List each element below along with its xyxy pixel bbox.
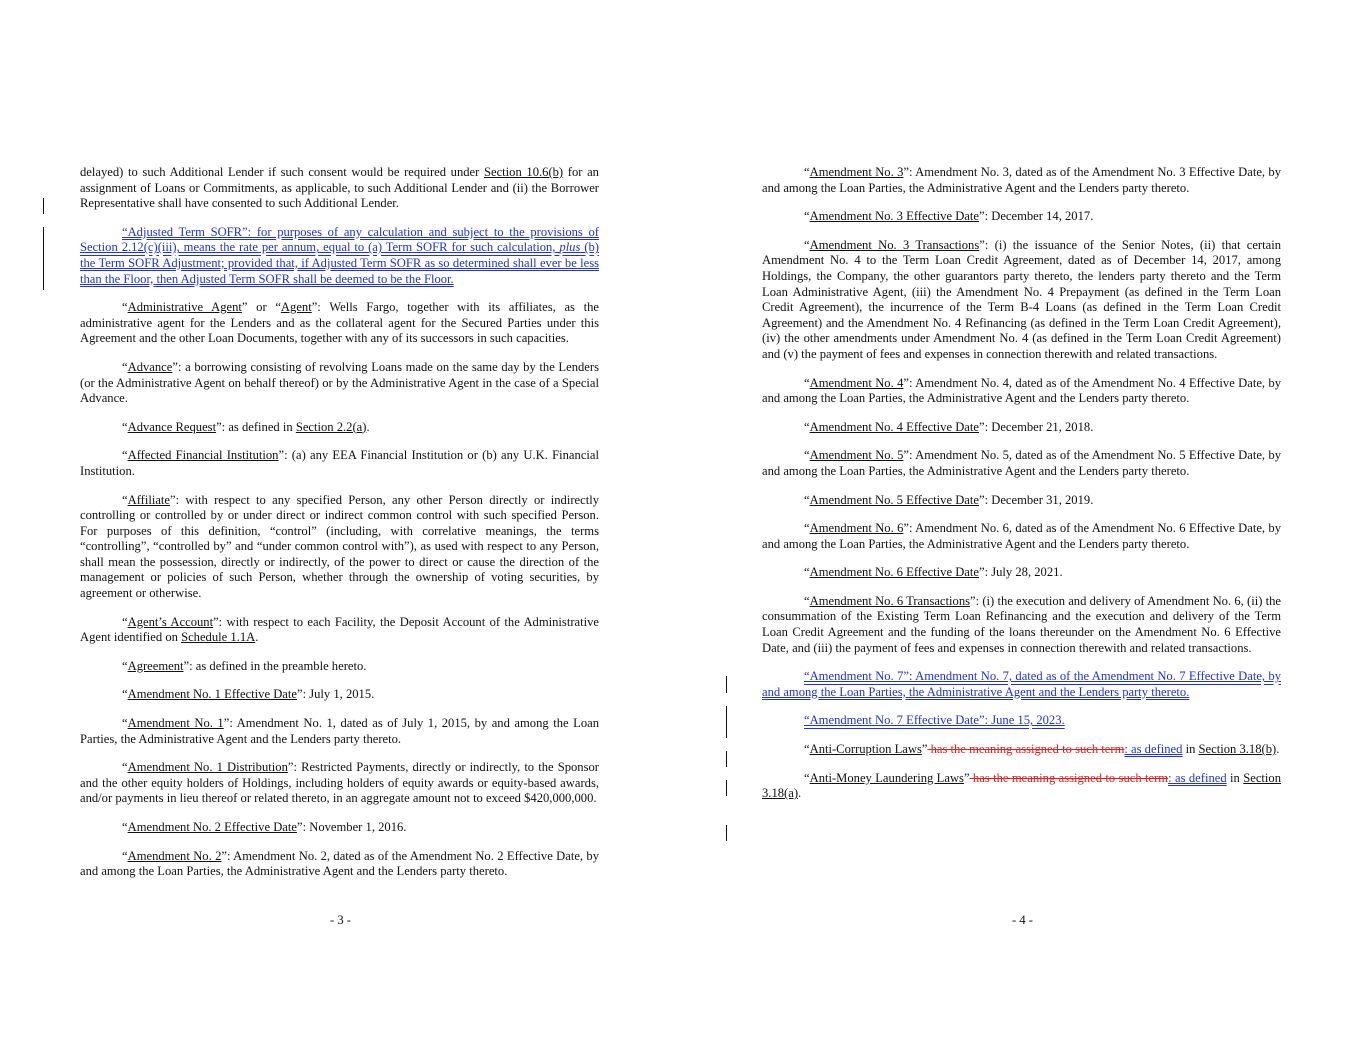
definition-amendment-6-transactions: “Amendment No. 6 Transactions”: (i) the execution and delivery of Amendment No. 6, (ii) the consummation of the Existing Term Loan Refinancing and the execution and delivery of the Term Loan Credit Agreement and the funding of the loans thereunder on the Amendment No. 6 Effective Date, and (iii) the payment of fees and expenses in connection therewith and related transactions. [762, 593, 1282, 655]
definition-anti-money-laundering-laws: “Anti-Money Laundering Laws” has the meaning assigned to such term: as defined in Section 3.18(a). [762, 770, 1281, 801]
defined-term: Advance [127, 359, 173, 374]
page-number-left: - 3 - [330, 913, 351, 927]
definition-amendment-6: “Amendment No. 6”: Amendment No. 6, dated as of the Amendment No. 6 Effective Date, by and among the Loan Parties, the Administrative Agent and the Lenders party thereto. [762, 521, 1281, 551]
definition-agreement: “Agreement”: as defined in the preamble hereto. [122, 658, 367, 673]
change-bar [726, 676, 727, 693]
defined-term: Amendment No. 1 Distribution [127, 760, 288, 775]
section-reference: Section 3.18(a) [762, 770, 1281, 801]
schedule-reference: Schedule 1.1A [181, 630, 256, 645]
inserted-text: : as defined [1168, 770, 1227, 785]
defined-term: Agent [280, 300, 312, 315]
defined-term: Amendment No. 2 [127, 848, 222, 863]
definition-amendment-1-effective-date: “Amendment No. 1 Effective Date”: July 1, 2015. [122, 687, 375, 702]
defined-term: Amendment No. 3 Transactions [809, 237, 980, 252]
definition-amendment-6-effective-date: “Amendment No. 6 Effective Date”: July 28, 2021. [804, 565, 1063, 580]
definition-amendment-3: “Amendment No. 3”: Amendment No. 3, dated as of the Amendment No. 3 Effective Date, by and among the Loan Parties, the Administrative Agent and the Lenders party thereto. [762, 165, 1281, 195]
defined-term: Amendment No. 3 [809, 165, 904, 179]
definition-advance-request: “Advance Request”: as defined in Section 2.2(a). [122, 419, 370, 434]
definition-amendment-3-transactions: “Amendment No. 3 Transactions”: (i) the issuance of the Senior Notes, (ii) that certain Amendment No. 4 to the Term Loan Credit Agreement, dated as of December 14, 2017, among Holdings, the Company, the other guarantors party thereto, the lenders party thereto and the Term Loan Administrative Agent, (iii) the Amendment No. 4 Prepayment (as defined in the Term Loan Credit Agreement), the incurrence of the Term B-4 Loans (as defined in the Term Loan Credit Agreement) and the Amendment No. 4 Refinancing (as defined in the Term Loan Credit Agreement), (iv) the other amendments under Amendment No. 4 (as defined in the Term Loan Credit Agreement) and (v) the payment of fees and expenses in connection therewith and related transactions. [762, 237, 1282, 361]
definition-amendment-1-distribution: “Amendment No. 1 Distribution”: Restricted Payments, directly or indirectly, to the Sponsor and the other equity holders of Holdings, including holders of equity awards or equity-based awards, and/or payments in lieu thereof or related thereto, in an aggregate amount not to exceed $420,000,000. [80, 760, 599, 806]
change-bar [43, 227, 44, 290]
definition-amendment-4: “Amendment No. 4”: Amendment No. 4, dated as of the Amendment No. 4 Effective Date, by and among the Loan Parties, the Administrative Agent and the Lenders party thereto. [762, 375, 1281, 406]
continuation-paragraph: delayed) to such Additional Lender if such consent would be required under Section 10.6(b) for an assignment of Loans or Commitments, as applicable, to such Additional Lender and (ii) the Borrower Representative shall have consented to such Additional Lender. [80, 165, 599, 211]
definition-affiliate: “Affiliate”: with respect to any specified Person, any other Person directly or indirectly controlling or controlled by or under direct or indirect common control with such specified Person. For purposes of this definition, “control” (including, with correlative meanings, the terms “controlling”, “controlled by” and “under common control with”), as used with respect to any Person, shall mean the possession, directly or indirectly, of the power to direct or cause the direction of the management or policies of such Person, whether through the ownership of voting securities, by agreement or otherwise. [80, 492, 599, 601]
definition-amendment-5: “Amendment No. 5”: Amendment No. 5, dated as of the Amendment No. 5 Effective Date, by and among the Loan Parties, the Administrative Agent and the Lenders party thereto. [762, 448, 1281, 478]
defined-term: Anti-Money Laundering Laws [809, 770, 964, 785]
defined-term: Amendment No. 4 Effective Date [809, 419, 979, 434]
defined-term: Amendment No. 1 [127, 716, 224, 731]
change-bar [726, 780, 727, 796]
definition-amendment-2: “Amendment No. 2”: Amendment No. 2, dated as of the Amendment No. 2 Effective Date, by and among the Loan Parties, the Administrative Agent and the Lenders party thereto. [80, 848, 599, 879]
section-reference: Section 2.2(a) [295, 419, 367, 434]
defined-term: Amendment No. 3 Effective Date [809, 209, 979, 224]
defined-term: Amendment No. 6 [809, 521, 904, 536]
defined-term: Amendment No. 1 Effective Date [127, 687, 297, 702]
definition-amendment-2-effective-date: “Amendment No. 2 Effective Date”: November 1, 2016. [122, 820, 407, 834]
page-left [80, 165, 599, 893]
definition-amendment-7-effective-date: “Amendment No. 7 Effective Date”: June 15, 2023. [804, 713, 1065, 728]
definition-affected-financial-institution: “Affected Financial Institution”: (a) any EEA Financial Institution or (b) any U.K. Financial Institution. [80, 448, 599, 478]
deleted-text: has the meaning assigned to such term [969, 770, 1169, 785]
change-bar [726, 825, 727, 841]
definition-amendment-3-effective-date: “Amendment No. 3 Effective Date”: December 14, 2017. [804, 209, 1094, 224]
defined-term: Administrative Agent [127, 300, 242, 315]
definition-administrative-agent: “Administrative Agent” or “Agent”: Wells Fargo, together with its affiliates, as the administrative agent for the Lenders and as the collateral agent for the Secured Parties under this Agreement and the other Loan Documents, together with any of its successors in such capacities. [80, 300, 600, 346]
page-number-right: - 4 - [1012, 913, 1033, 927]
definition-agents-account: “Agent’s Account”: with respect to each Facility, the Deposit Account of the Administrative Agent identified on Schedule 1.1A. [80, 614, 600, 645]
defined-term: Amendment No. 6 Effective Date [809, 565, 979, 580]
defined-term: Agreement [127, 658, 184, 673]
definition-amendment-5-effective-date: “Amendment No. 5 Effective Date”: December 31, 2019. [804, 492, 1094, 507]
definition-amendment-7: “Amendment No. 7”: Amendment No. 7, dated as of the Amendment No. 7 Effective Date, by and among the Loan Parties, the Administrative Agent and the Lenders party thereto. [762, 669, 1281, 699]
defined-term: Amendment No. 2 Effective Date [127, 820, 297, 834]
section-reference: Section 10.6(b) [483, 165, 564, 179]
page-right [762, 165, 1281, 815]
defined-term: Affiliate [127, 492, 171, 507]
definition-amendment-1: “Amendment No. 1”: Amendment No. 1, dated as of July 1, 2015, by and among the Loan Parties, the Administrative Agent and the Lenders party thereto. [80, 716, 599, 746]
change-bar [43, 198, 44, 214]
deleted-text: has the meaning assigned to such term [927, 742, 1125, 757]
change-bar [726, 706, 727, 738]
definition-amendment-4-effective-date: “Amendment No. 4 Effective Date”: December 21, 2018. [804, 419, 1094, 434]
defined-term: Amendment No. 5 [809, 448, 904, 463]
section-reference: Section 3.18(b) [1198, 742, 1277, 757]
definition-advance: “Advance”: a borrowing consisting of revolving Loans made on the same day by the Lenders (or the Administrative Agent on behalf thereof) or by the Administrative Agent in the case of a Special Advance. [80, 359, 599, 406]
defined-term: Anti-Corruption Laws [809, 742, 922, 757]
definition-anti-corruption-laws: “Anti-Corruption Laws” has the meaning assigned to such term: as defined in Section 3.18(b). [804, 742, 1280, 757]
defined-term: Affected Financial Institution [127, 448, 279, 463]
defined-term: Amendment No. 5 Effective Date [809, 492, 979, 507]
defined-term: Amendment No. 4 [809, 375, 904, 390]
defined-term: Agent’s Account [127, 614, 214, 629]
change-bar [726, 751, 727, 767]
definition-adjusted-term-sofr: “Adjusted Term SOFR”: for purposes of any calculation and subject to the provisions of Section 2.12(c)(iii), means the rate per annum, equal to (a) Term SOFR for such calculation, plus (b) the Term SOFR Adjustment; provided that, if Adjusted Term SOFR as so determined shall ever be less than the Floor, then Adjusted Term SOFR shall be deemed to be the Floor. [80, 224, 599, 286]
inserted-text: : as defined [1124, 742, 1183, 757]
defined-term: Advance Request [127, 419, 217, 434]
defined-term: Amendment No. 6 Transactions [809, 593, 971, 608]
